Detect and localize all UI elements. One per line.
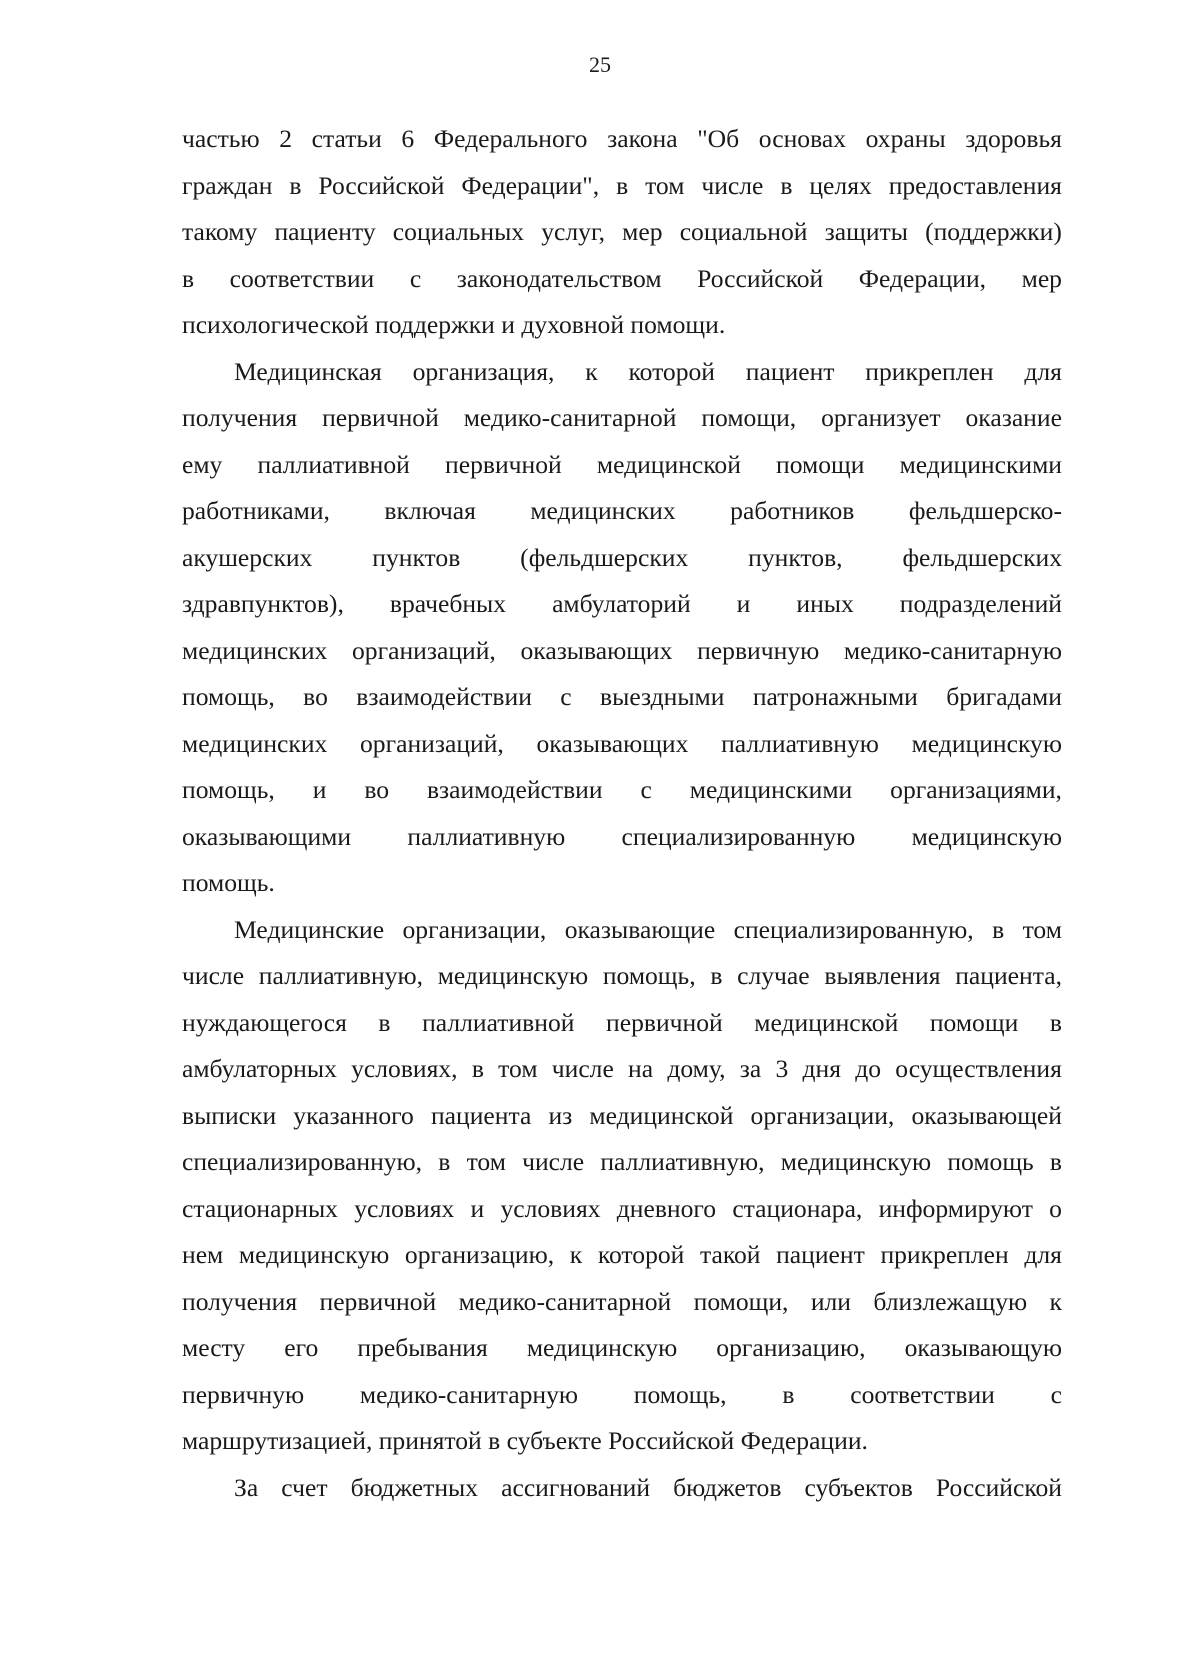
text-line: частью 2 статьи 6 Федерального закона "Об основах охраны здоровья	[182, 124, 1062, 153]
document-body	[182, 116, 1062, 1511]
text-line: помощь.	[182, 868, 275, 897]
paragraph-3	[182, 907, 1062, 1465]
text-line: амбулаторных условиях, в том числе на дому, за 3 дня до осуществления	[182, 1054, 1062, 1083]
paragraph-1	[182, 116, 1062, 349]
text-line: такому пациенту социальных услуг, мер социальной защиты (поддержки)	[182, 217, 1062, 246]
text-line: месту его пребывания медицинскую организацию, оказывающую	[182, 1333, 1062, 1362]
text-line: числе паллиативную, медицинскую помощь, в случае выявления пациента,	[182, 961, 1062, 990]
text-line: помощь, и во взаимодействии с медицинскими организациями,	[182, 775, 1062, 804]
page-number: 25	[589, 52, 611, 77]
text-line: За счет бюджетных ассигнований бюджетов субъектов Российской	[234, 1472, 1062, 1502]
text-line: медицинских организаций, оказывающих первичную медико-санитарную	[182, 635, 1062, 665]
paragraph-4	[182, 1465, 1062, 1512]
text-line: первичную медико-санитарную помощь, в соответствии с	[182, 1379, 1062, 1409]
text-line: выписки указанного пациента из медицинской организации, оказывающей	[182, 1100, 1062, 1130]
text-line: стационарных условиях и условиях дневного стационара, информируют о	[182, 1193, 1062, 1223]
text-line: в соответствии с законодательством Российской Федерации, мер	[182, 263, 1062, 293]
text-line: оказывающими паллиативную специализированную медицинскую	[182, 821, 1062, 851]
text-line: ему паллиативной первичной медицинской помощи медицинскими	[182, 449, 1062, 479]
text-line: граждан в Российской Федерации", в том числе в целях предоставления	[182, 170, 1062, 200]
text-line: работниками, включая медицинских работников фельдшерско-	[182, 496, 1062, 525]
text-line: психологической поддержки и духовной помощи.	[182, 310, 726, 339]
text-line: нуждающегося в паллиативной первичной медицинской помощи в	[182, 1007, 1062, 1037]
paragraph-2	[182, 349, 1062, 907]
text-line: медицинских организаций, оказывающих паллиативную медицинскую	[182, 728, 1062, 758]
text-line: получения первичной медико-санитарной помощи, организует оказание	[182, 403, 1062, 432]
text-line: нем медицинскую организацию, к которой такой пациент прикреплен для	[182, 1240, 1062, 1269]
text-line: Медицинская организация, к которой пациент прикреплен для	[234, 356, 1062, 386]
text-line: помощь, во взаимодействии с выездными патронажными бригадами	[182, 682, 1062, 711]
text-line: Медицинские организации, оказывающие специализированную, в том	[234, 914, 1062, 944]
text-line: получения первичной медико-санитарной помощи, или близлежащую к	[182, 1286, 1062, 1316]
text-line: акушерских пунктов (фельдшерских пунктов, фельдшерских	[182, 542, 1062, 572]
text-line: маршрутизацией, принятой в субъекте Российской Федерации.	[182, 1426, 868, 1455]
text-line: специализированную, в том числе паллиативную, медицинскую помощь в	[182, 1147, 1062, 1176]
text-line: здравпунктов), врачебных амбулаторий и иных подразделений	[182, 589, 1062, 618]
